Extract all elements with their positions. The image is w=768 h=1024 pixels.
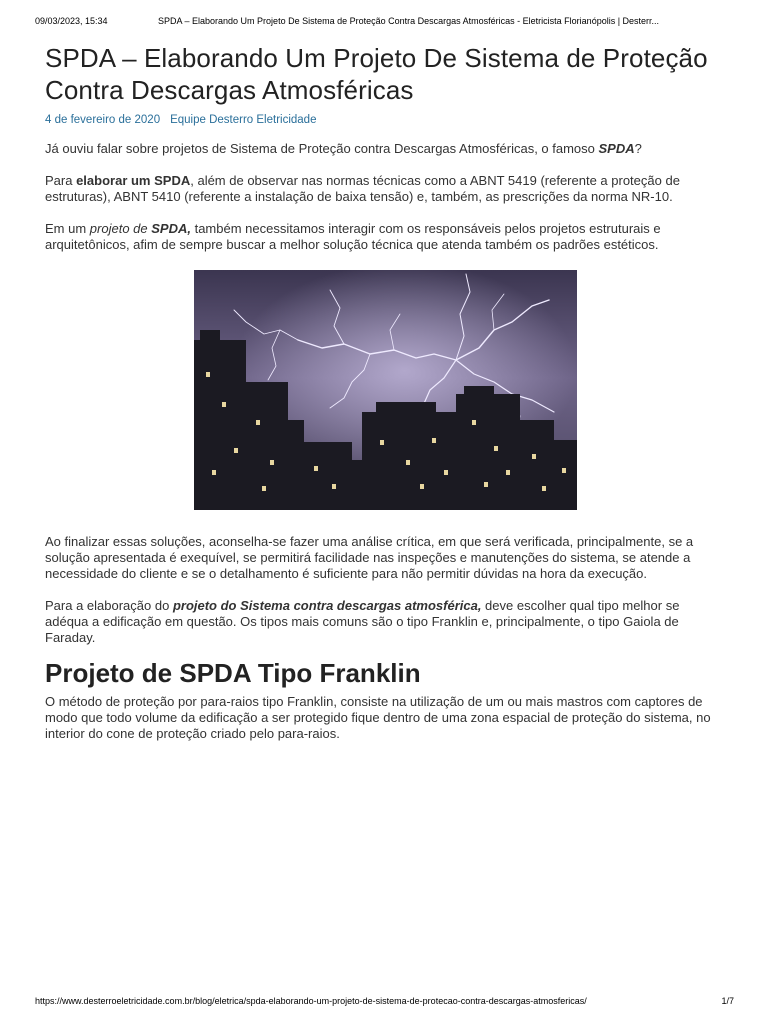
print-page-title: SPDA – Elaborando Um Projeto De Sistema de Proteção Contra Descargas Atmosféricas - Eletricista Florianópolis | Desterr... <box>158 16 660 26</box>
print-header <box>0 16 768 30</box>
article <box>45 42 725 742</box>
paragraph-norms-start: Para <box>45 173 77 188</box>
lightning-photo <box>194 270 577 510</box>
article-meta <box>45 114 725 126</box>
paragraph-intro <box>45 141 725 157</box>
article-author-link[interactable]: Equipe Desterro Eletricidade <box>170 114 317 126</box>
paragraph-types-emphasis: projeto do Sistema contra descargas atmosférica, <box>172 598 482 613</box>
paragraph-project-bold: SPDA, <box>151 221 191 236</box>
paragraph-franklin: O método de proteção por para-raios tipo Franklin, consiste na utilização de um ou mais mastros com captores de modo que todo volume da edificação a ser protegido fique dentro de uma zona espacial de proteção do sistema, no interior do cone de proteção criado pelo para-raios. <box>45 694 711 741</box>
paragraph-project <box>45 221 725 253</box>
article-title: SPDA – Elaborando Um Projeto De Sistema de Proteção Contra Descargas Atmosféricas <box>45 43 708 105</box>
paragraph-project-start: Em um <box>45 221 90 236</box>
article-date-link[interactable]: 4 de fevereiro de 2020 <box>45 114 161 126</box>
paragraph-types-text: deve escolher qual tipo melhor se adéqua a edificação em questão. Os tipos mais comuns são o tipo Franklin e, principalmente, o tipo Gaiola de Faraday. <box>45 598 680 645</box>
section-heading-franklin: Projeto de SPDA Tipo Franklin <box>45 658 421 688</box>
paragraph-norms <box>45 173 725 205</box>
print-url: https://www.desterroeletricidade.com.br/blog/eletrica/spda-elaborando-um-projeto-de-sistema-de-protecao-contra-descargas-atmosfericas/ <box>35 996 587 1006</box>
paragraph-types <box>45 598 725 646</box>
print-page-number: 1/7 <box>721 996 734 1006</box>
paragraph-project-italic: projeto de <box>89 221 152 236</box>
paragraph-intro-emphasis: SPDA <box>598 141 635 156</box>
print-date: 09/03/2023, 15:34 <box>35 16 108 26</box>
paragraph-types-start: Para a elaboração do <box>45 598 173 613</box>
paragraph-intro-end: ? <box>634 141 642 156</box>
paragraph-norms-bold: elaborar um SPDA <box>76 173 191 188</box>
paragraph-intro-text: Já ouviu falar sobre projetos de Sistema de Proteção contra Descargas Atmosféricas, o famoso <box>45 141 599 156</box>
paragraph-project-text: também necessitamos interagir com os responsáveis pelos projetos estruturais e arquitetônicos, afim de sempre buscar a melhor solução técnica que atenda também os padrões estéticos. <box>45 221 661 252</box>
paragraph-analysis: Ao finalizar essas soluções, aconselha-se fazer uma análise crítica, em que será verificada, principalmente, se a solução apresentada é exequível, se permitirá facilidade nas inspeções e manutenções do sistema, se atende a necessidade do cliente e se o detalhamento é suficiente para não permitir dúvidas na hora da execução. <box>45 534 694 581</box>
paragraph-norms-text: , além de observar nas normas técnicas como a ABNT 5419 (referente a proteção de estruturas), ABNT 5410 (referente a instalação de baixa tensão) e, também, as prescrições da norma NR-10. <box>45 173 680 204</box>
